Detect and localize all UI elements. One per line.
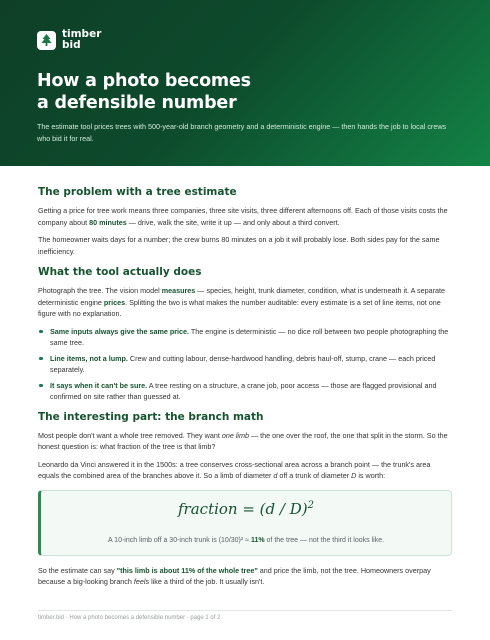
formula-caption: A 10-inch limb off a 30-inch trunk is (10/30)² ≈ 11% of the tree — not the third it looks like. bbox=[107, 536, 385, 544]
footer-divider bbox=[38, 610, 452, 611]
list-item: It says when it can't be sure. A tree resting on a structure, a crane job, poor access — those are flagged provisional and confirmed on site rather than guessed at. bbox=[38, 380, 452, 403]
paragraph: So the estimate can say "this limb is about 11% of the whole tree" and price the limb, not the tree. Homeowners overpay because a big-looking branch feels like a third of the job. It usually isn't. bbox=[38, 565, 431, 586]
formula-callout bbox=[38, 490, 452, 556]
tree-icon bbox=[37, 31, 56, 50]
article-body bbox=[38, 186, 452, 588]
paragraph: Photograph the tree. The vision model measures — species, height, trunk diameter, condition, what is underneath it. A separate deterministic engine prices. Splitting the two is what makes the number auditable: every estimate is a set of line items, not one figure with no explanation. bbox=[38, 286, 446, 318]
hero-banner bbox=[0, 0, 490, 166]
paragraph: The homeowner waits days for a number; the crew burns 80 minutes on a job it will probably lose. Both sides pay for the same inefficiency. bbox=[38, 235, 440, 256]
page-title: How a photo becomes a defensible number bbox=[37, 71, 251, 113]
brand-logo[interactable] bbox=[37, 29, 101, 51]
section-heading-problem: The problem with a tree estimate bbox=[38, 186, 237, 198]
section-heading-branch-math: The interesting part: the branch math bbox=[38, 410, 264, 423]
formula: fraction = (d / D)$^2$ bbox=[178, 499, 314, 518]
feature-list bbox=[38, 326, 452, 403]
paragraph: Getting a price for tree work means three companies, three site visits, three different afternoons off. Each of those visits costs the company about 80 minutes — drive, walk the site, write it up — and only about a third convert. bbox=[38, 206, 448, 227]
paragraph: Leonardo da Vinci answered it in the 1500s: a tree conserves cross-sectional area across a branch point — the trunk's area equals the combined area of the branches above it. So a limb of diameter d off a trunk of diameter D is worth: bbox=[38, 459, 431, 480]
list-item: Line items, not a lump. Crew and cutting labour, dense-hardwood handling, debris haul-off, stump, crane — each priced separately. bbox=[38, 353, 452, 376]
page-footer: timber.bid · How a photo becomes a defensible number · page 1 of 2 bbox=[38, 615, 221, 621]
page-subtitle: The estimate tool prices trees with 500-year-old branch geometry and a deterministic engine — then hands the job to local crews who bid it for real. bbox=[37, 122, 447, 143]
list-item: Same inputs always give the same price. The engine is deterministic — no dice roll between two people photographing the same tree. bbox=[38, 326, 452, 349]
section-heading-tool: What the tool actually does bbox=[38, 266, 202, 278]
paragraph: Most people don't want a whole tree removed. They want one limb — the one over the roof, the one that split in the storm. So the honest question is: what fraction of the tree is that limb? bbox=[38, 430, 448, 451]
brand-name: timber bid bbox=[62, 28, 102, 51]
